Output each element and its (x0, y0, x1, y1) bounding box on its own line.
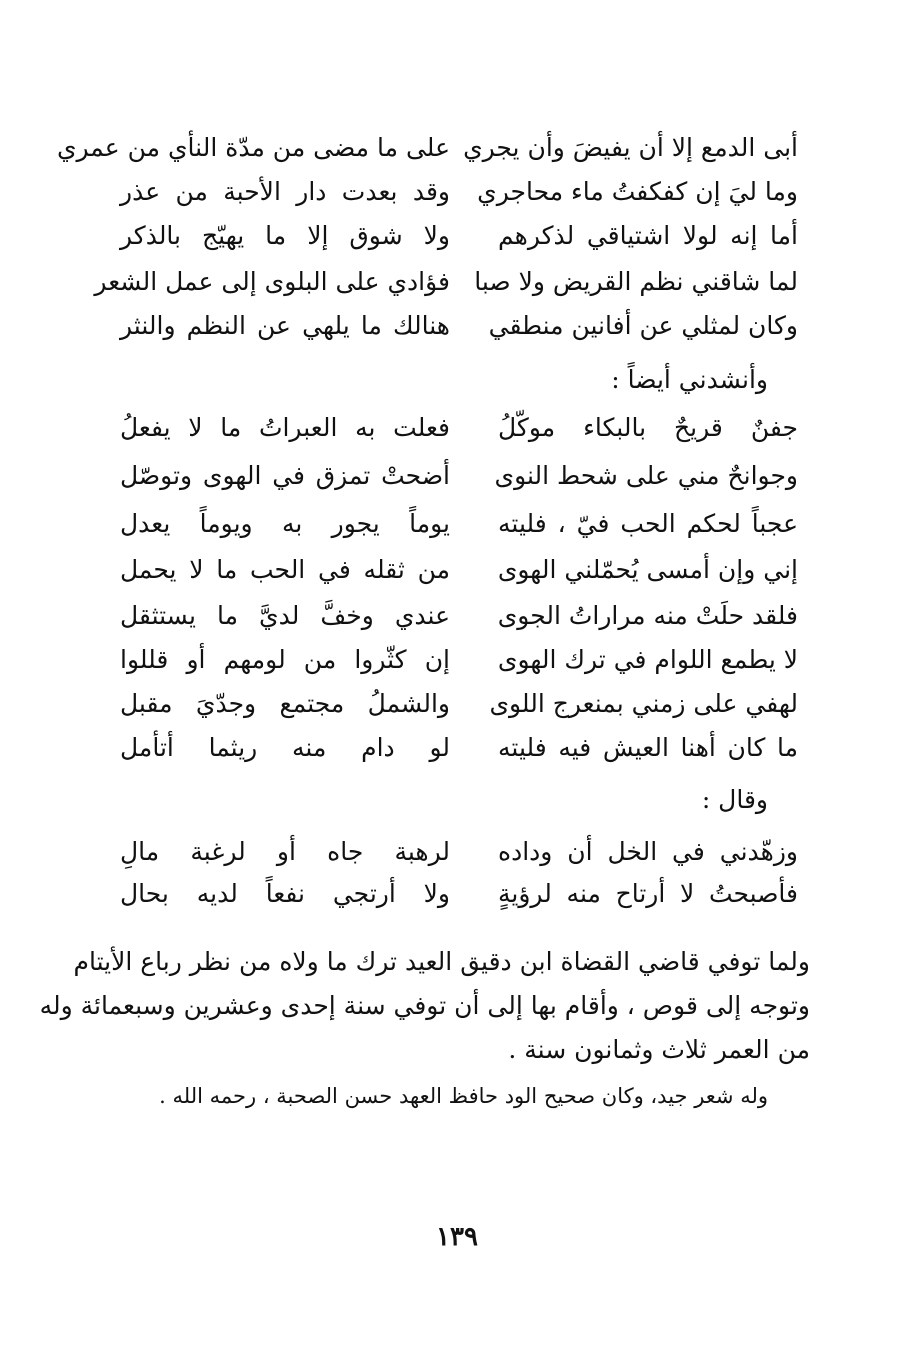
prose-line-2: وتوجه إلى قوص ، وأقام بها إلى أن توفي سنة إحدى وعشرين وسبعمائة وله (39, 991, 810, 1020)
prose-line-1: ولما توفي قاضي القضاة ابن دقيق العيد ترك ما ولاه من نظر رباع الأيتام (73, 947, 810, 976)
poem3-verse1-second-hemistich: لرهبة جاه أو لرغبة مالِ (120, 837, 450, 866)
poem1-verse1-first-hemistich: أبى الدمع إلا أن يفيضَ وأن يجري (463, 133, 798, 162)
poem2-verse1-first-hemistich: جفنٌ قريحٌ بالبكاء موكّلُ (498, 413, 798, 442)
poem1-verse4-second-hemistich: فؤادي على البلوى إلى عمل الشعر (94, 267, 450, 296)
poem2-verse3-second-hemistich: يوماً يجور به ويوماً يعدل (120, 509, 450, 538)
poem2-verse4-first-hemistich: إني وإن أمسى يُحمّلني الهوى (497, 555, 798, 584)
closing-note: وله شعر جيد، وكان صحيح الود حافظ العهد حسن الصحبة ، رحمه الله . (159, 1084, 768, 1108)
poem2-verse7-first-hemistich: لهفي على زمني بمنعرج اللوى (489, 689, 798, 718)
poem1-verse4-first-hemistich: لما شاقني نظم القريض ولا صبا (474, 267, 798, 296)
page-number: ١٣٩ (436, 1222, 478, 1252)
prose-line-3: من العمر ثلاث وثمانون سنة . (508, 1035, 810, 1064)
poem2-verse2-first-hemistich: وجوانحٌ مني على شحط النوى (494, 461, 798, 490)
poem2-verse7-second-hemistich: والشملُ مجتمع وجدّيَ مقبل (120, 689, 450, 718)
poem2-verse5-second-hemistich: عندي وخفَّ لديَّ ما يستثقل (120, 601, 450, 630)
poem1-verse1-second-hemistich: على ما مضى من مدّة النأي من عمري (56, 133, 450, 162)
poem1-verse3-second-hemistich: ولا شوق إلا ما يهيّج بالذكر (120, 221, 450, 250)
poem2-verse1-second-hemistich: فعلت به العبراتُ ما لا يفعلُ (120, 413, 450, 442)
poem1-verse5-second-hemistich: هنالك ما يلهي عن النظم والنثر (120, 311, 450, 340)
poem3-verse1-first-hemistich: وزهّدني في الخل أن وداده (498, 837, 798, 866)
poem2-verse2-second-hemistich: أضحتْ تمزق في الهوى وتوصّل (120, 461, 450, 490)
intro-and-he-said: وقال : (701, 785, 768, 814)
intro-recited-also: وأنشدني أيضاً : (611, 365, 768, 394)
poem2-verse5-first-hemistich: فلقد حلَتْ منه مراراتُ الجوى (497, 601, 798, 630)
poem2-verse6-first-hemistich: لا يطمع اللوام في ترك الهوى (497, 645, 798, 674)
poem1-verse2-first-hemistich: وما ليَ إن كفكفتُ ماء محاجري (477, 177, 798, 206)
poem1-verse5-first-hemistich: وكان لمثلي عن أفانين منطقي (488, 311, 798, 340)
poem2-verse4-second-hemistich: من ثقله في الحب ما لا يحمل (120, 555, 450, 584)
poem2-verse6-second-hemistich: إن كثّروا من لومهم أو قللوا (120, 645, 450, 674)
poem3-verse2-second-hemistich: ولا أرتجي نفعاً لديه بحال (120, 879, 450, 908)
poem1-verse2-second-hemistich: وقد بعدت دار الأحبة من عذر (120, 177, 450, 206)
poem3-verse2-first-hemistich: فأصبحتُ لا أرتاح منه لرؤيةٍ (498, 879, 798, 908)
poem2-verse8-first-hemistich: ما كان أهنا العيش فيه فليته (498, 733, 798, 762)
poem2-verse3-first-hemistich: عجباً لحكم الحب فيّ ، فليته (498, 509, 798, 538)
poem1-verse3-first-hemistich: أما إنه لولا اشتياقي لذكرهم (498, 221, 798, 250)
poem2-verse8-second-hemistich: لو دام منه ريثما أتأمل (120, 733, 450, 762)
